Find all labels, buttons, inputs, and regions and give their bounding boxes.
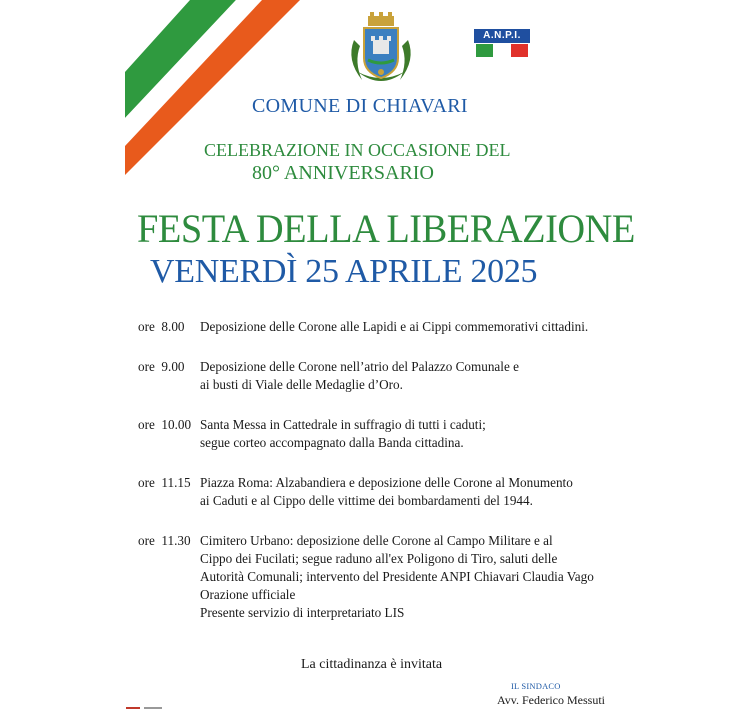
schedule-line: Cimitero Urbano: deposizione delle Corone al Campo Militare e al — [200, 533, 553, 548]
printer-logo — [126, 705, 166, 711]
schedule-description — [200, 474, 618, 510]
schedule-time: ore 10.00 — [138, 417, 192, 432]
celebration-subtitle: CELEBRAZIONE IN OCCASIONE DEL — [204, 140, 511, 160]
mayor-title: IL SINDACO — [511, 681, 561, 691]
schedule-time: ore 11.15 — [138, 475, 191, 490]
schedule-line: ai busti di Viale delle Medaglie d’Oro. — [200, 377, 403, 392]
schedule-line: ai Caduti e al Cippo delle vittime dei bombardamenti del 1944. — [200, 493, 533, 508]
schedule-time: ore 9.00 — [138, 359, 185, 374]
schedule-item — [138, 474, 618, 510]
schedule-line: Autorità Comunali; intervento del Presidente ANPI Chiavari Claudia Vago — [200, 569, 594, 584]
schedule-description — [200, 318, 618, 336]
event-schedule — [138, 318, 618, 644]
event-date: VENERDÌ 25 APRILE 2025 — [150, 253, 538, 290]
anniversary-subtitle: 80° ANNIVERSARIO — [252, 162, 434, 184]
schedule-line: Cippo dei Fucilati; segue raduno all'ex Poligono di Tiro, saluti delle — [200, 551, 558, 566]
schedule-item — [138, 532, 618, 622]
mayor-name: Avv. Federico Messuti — [497, 693, 605, 707]
municipality-title: COMUNE DI CHIAVARI — [252, 95, 468, 117]
schedule-line: Santa Messa in Cattedrale in suffragio di tutti i caduti; — [200, 417, 486, 432]
schedule-item — [138, 318, 618, 336]
invitation-text: La cittadinanza è invitata — [301, 657, 443, 672]
schedule-item — [138, 358, 618, 394]
schedule-line: Deposizione delle Corone alle Lapidi e ai Cippi commemorativi cittadini. — [200, 319, 589, 334]
schedule-line: Piazza Roma: Alzabandiera e deposizione delle Corone al Monumento — [200, 475, 573, 490]
schedule-line: segue corteo accompagnato dalla Banda cittadina. — [200, 435, 464, 450]
schedule-description — [200, 416, 618, 452]
schedule-description — [200, 532, 618, 622]
schedule-time: ore 8.00 — [138, 319, 185, 334]
schedule-line: Orazione ufficiale — [200, 587, 296, 602]
schedule-item — [138, 416, 618, 452]
schedule-time: ore 11.30 — [138, 533, 191, 548]
schedule-description — [200, 358, 618, 394]
schedule-line: Deposizione delle Corone nell’atrio del Palazzo Comunale e — [200, 359, 519, 374]
festival-title: FESTA DELLA LIBERAZIONE — [137, 206, 635, 251]
anpi-logo-text: A.N.P.I. — [483, 30, 521, 41]
chiavari-coat-of-arms — [340, 10, 422, 92]
schedule-line: Presente servizio di interpretariato LIS — [200, 605, 405, 620]
